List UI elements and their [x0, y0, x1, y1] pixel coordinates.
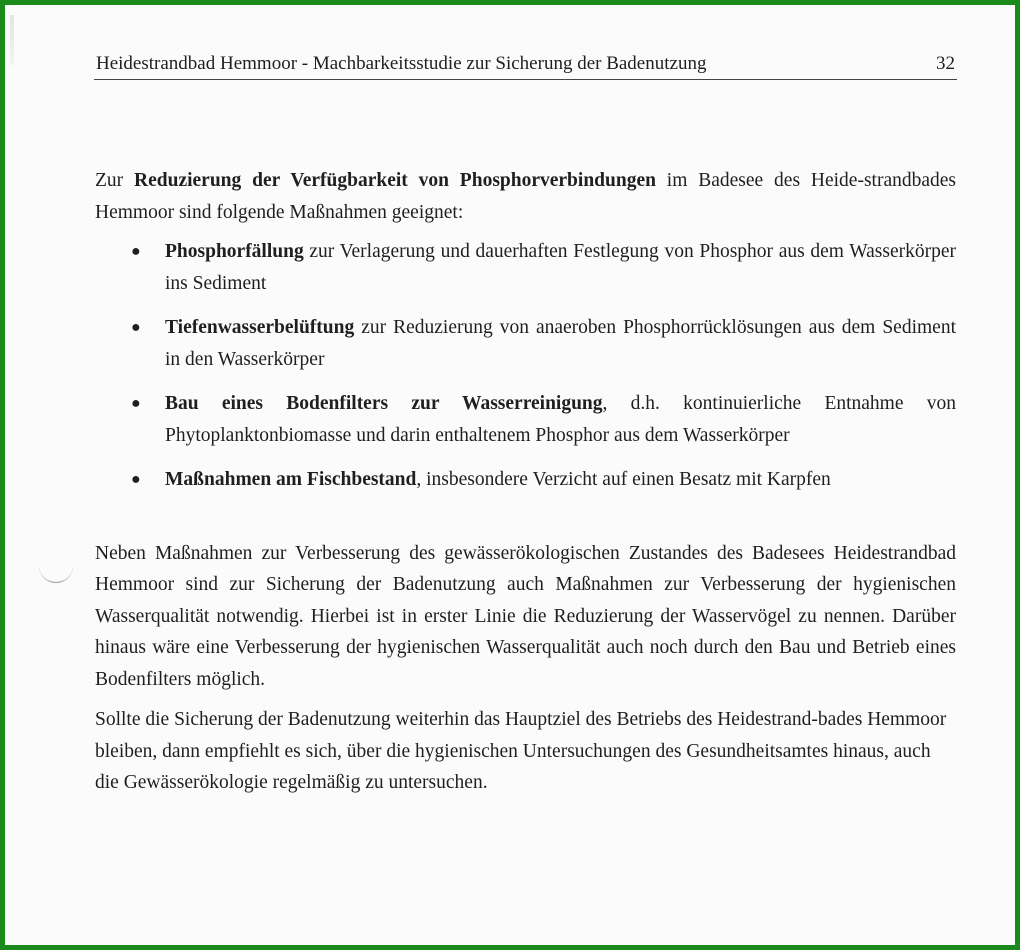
measure-text: , insbesondere Verzicht auf einen Besatz mit Karpfen [416, 469, 831, 490]
intro-paragraph [95, 165, 956, 228]
margin-mark [39, 562, 73, 583]
list-item [95, 312, 956, 375]
bullet-icon: ● [131, 471, 141, 488]
measure-text: , d.h. kontinuierliche Entnahme von Phytoplanktonbiomasse und darin enthaltenem Phosphor aus dem Wasserkörper [165, 393, 957, 446]
bullet-icon: ● [131, 243, 141, 260]
page-body [95, 165, 956, 799]
intro-prefix: Zur [95, 170, 135, 191]
list-item [95, 464, 956, 496]
measure-title: Tiefenwasserbelüftung [165, 317, 355, 338]
scan-edge-shadow [10, 15, 14, 65]
page-number: 32 [936, 53, 955, 74]
intro-bold: Reduzierung der Verfügbarkeit von Phosphorverbindungen [134, 170, 656, 191]
page-header [94, 51, 957, 80]
list-item [95, 388, 956, 451]
measure-text: zur Verlagerung und dauerhaften Festlegung von Phosphor aus dem Wasserkörper ins Sediment [165, 241, 956, 294]
measures-list [95, 236, 956, 496]
paragraph-conclusion: Sollte die Sicherung der Badenutzung weiterhin das Hauptziel des Betriebs des Heidestrand-bades Hemmoor bleiben, dann empfiehlt es sich, über die hygienischen Untersuchungen des Gesundheitsamtes hinaus, auch die Gewässerökologie regelmäßig zu untersuchen. [95, 709, 947, 793]
bullet-icon: ● [131, 395, 141, 412]
measure-text: zur Reduzierung von anaeroben Phosphorrücklösungen aus dem Sediment in den Wasserkörper [165, 317, 956, 370]
intro-suffix: im Badesee des Heide-strandbades Hemmoor sind folgende Maßnahmen geeignet: [95, 170, 957, 223]
measure-title: Maßnahmen am Fischbestand [165, 469, 417, 490]
measure-title: Phosphorfällung [165, 241, 304, 262]
bullet-icon: ● [131, 319, 141, 336]
measure-title: Bau eines Bodenfilters zur Wasserreinigung [165, 393, 603, 414]
list-item [95, 236, 956, 299]
header-title: Heidestrandbad Hemmoor - Machbarkeitsstudie zur Sicherung der Badenutzung [96, 53, 707, 74]
paragraph-hygiene: Neben Maßnahmen zur Verbesserung des gewässerökologischen Zustandes des Badesees Heidestrandbad Hemmoor sind zur Sicherung der Badenutzung auch Maßnahmen zur Verbesserung der hygienischen Wasserqualität notwendig. Hierbei ist in erster Linie die Reduzierung der Wasservögel zu nennen. Darüber hinaus wäre eine Verbesserung der hygienischen Wasserqualität auch noch durch den Bau und Betrieb eines Bodenfilters möglich. [95, 542, 956, 690]
